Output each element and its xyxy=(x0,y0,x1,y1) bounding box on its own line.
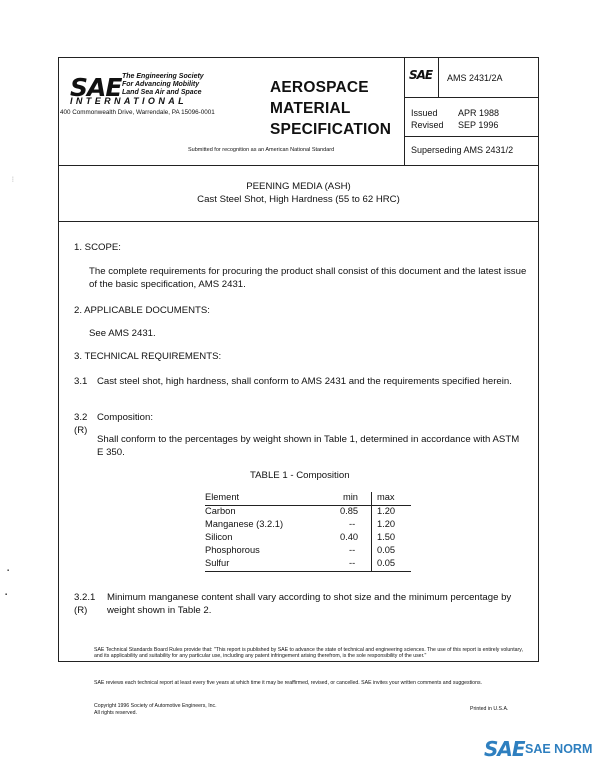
sae-logo-small: SAE xyxy=(409,68,433,82)
table-cell-element: Manganese (3.2.1) xyxy=(205,519,284,529)
table-cell-max: 0.05 xyxy=(377,558,396,568)
table-header-min: min xyxy=(343,492,358,502)
section-3-2-revision-mark: (R) xyxy=(74,425,88,436)
section-3-1-number: 3.1 xyxy=(74,376,88,387)
document-number: AMS 2431/2A xyxy=(447,73,503,83)
docnum-divider xyxy=(404,97,539,98)
composition-table xyxy=(205,492,411,572)
document-subtitle: Cast Steel Shot, High Hardness (55 to 62 HRC) xyxy=(197,194,400,205)
page-title: AEROSPACE MATERIAL SPECIFICATION xyxy=(270,79,392,138)
international-wordmark: INTERNATIONAL xyxy=(70,96,188,106)
document-title: PEENING MEDIA (ASH) xyxy=(246,181,351,192)
submitted-note: Submitted for recognition as an American National Standard xyxy=(188,147,335,153)
sae-logo: SAE xyxy=(70,73,122,102)
table-cell-element: Silicon xyxy=(205,532,233,542)
watermark-text: SAE NORM xyxy=(525,742,593,756)
sae-tagline: The Engineering Society For Advancing Mobility Land Sea Air and Space xyxy=(122,73,204,96)
table-cell-min: -- xyxy=(349,519,356,529)
address: 400 Commonwealth Drive, Warrendale, PA 15096-0001 xyxy=(60,109,215,116)
table-cell-max: 1.20 xyxy=(377,519,396,529)
scan-speck: ▪ xyxy=(5,592,8,598)
title-divider xyxy=(58,221,539,222)
table-cell-min: -- xyxy=(349,545,356,555)
table-1-caption: TABLE 1 - Composition xyxy=(250,470,350,481)
section-2-heading: 2. APPLICABLE DOCUMENTS: xyxy=(74,305,210,316)
section-3-heading: 3. TECHNICAL REQUIREMENTS: xyxy=(74,351,222,362)
table-header-element: Element xyxy=(205,492,240,502)
table-cell-element: Carbon xyxy=(205,506,236,516)
section-3-2-1-revision-mark: (R) xyxy=(74,605,88,616)
section-3-2-1-text: Minimum manganese content shall vary according to shot size and the minimum percentage by weight shown in Table 2. xyxy=(107,592,512,616)
review-note: SAE reviews each technical report at least every five years at which time it may be reaffirmed, revised, or cancelled. SAE invites your written comments and suggestions. xyxy=(94,680,482,686)
section-3-2-1-number: 3.2.1 xyxy=(74,592,96,603)
header-vertical-divider xyxy=(404,57,405,165)
revised-label: Revised xyxy=(411,120,444,130)
section-1-text: The complete requirements for procuring the product shall consist of this document and the latest issue of the basic specification, AMS 2431. xyxy=(89,266,527,290)
table-cell-max: 1.50 xyxy=(377,532,396,542)
table-cell-min: -- xyxy=(349,558,356,568)
section-3-2-number: 3.2 xyxy=(74,412,88,423)
scan-speck: ⋮ xyxy=(10,177,16,183)
revised-date: SEP 1996 xyxy=(458,120,499,130)
superseding: Superseding AMS 2431/2 xyxy=(411,145,514,155)
standards-board-note: SAE Technical Standards Board Rules provide that: "This report is published by SAE to advance the state of technical and engineering sciences. The use of this report is entirely voluntary, and its applicability and suitability for any particular use, including any patent infringement arising therefrom, is the sole responsibility of the user." xyxy=(94,647,523,660)
watermark-logo: SAE xyxy=(484,737,525,761)
table-cell-element: Phosphorous xyxy=(205,545,260,555)
right-logo-divider xyxy=(438,57,439,97)
table-column-divider xyxy=(371,492,372,571)
section-3-2-heading: Composition: xyxy=(97,412,153,423)
issued-date: APR 1988 xyxy=(458,108,500,118)
section-3-2-text: Shall conform to the percentages by weight shown in Table 1, determined in accordance with ASTM E 350. xyxy=(97,434,520,458)
dates-divider xyxy=(404,136,539,137)
issued-label: Issued xyxy=(411,108,438,118)
table-cell-max: 0.05 xyxy=(377,545,396,555)
table-cell-min: 0.40 xyxy=(340,532,359,542)
header-divider xyxy=(58,165,539,166)
scan-speck: ▪ xyxy=(7,568,10,574)
table-cell-element: Sulfur xyxy=(205,558,230,568)
rights-line: All rights reserved. xyxy=(94,710,137,716)
printed-in: Printed in U.S.A. xyxy=(470,706,509,712)
section-1-heading: 1. SCOPE: xyxy=(74,242,121,253)
table-cell-min: 0.85 xyxy=(340,506,359,516)
table-cell-max: 1.20 xyxy=(377,506,396,516)
table-bottom-rule xyxy=(205,571,411,572)
copyright-line: Copyright 1996 Society of Automotive Engineers, Inc. xyxy=(94,703,217,709)
section-3-1-text: Cast steel shot, high hardness, shall conform to AMS 2431 and the requirements specified herein. xyxy=(97,376,512,387)
section-2-text: See AMS 2431. xyxy=(89,328,156,339)
table-header-max: max xyxy=(377,492,395,502)
